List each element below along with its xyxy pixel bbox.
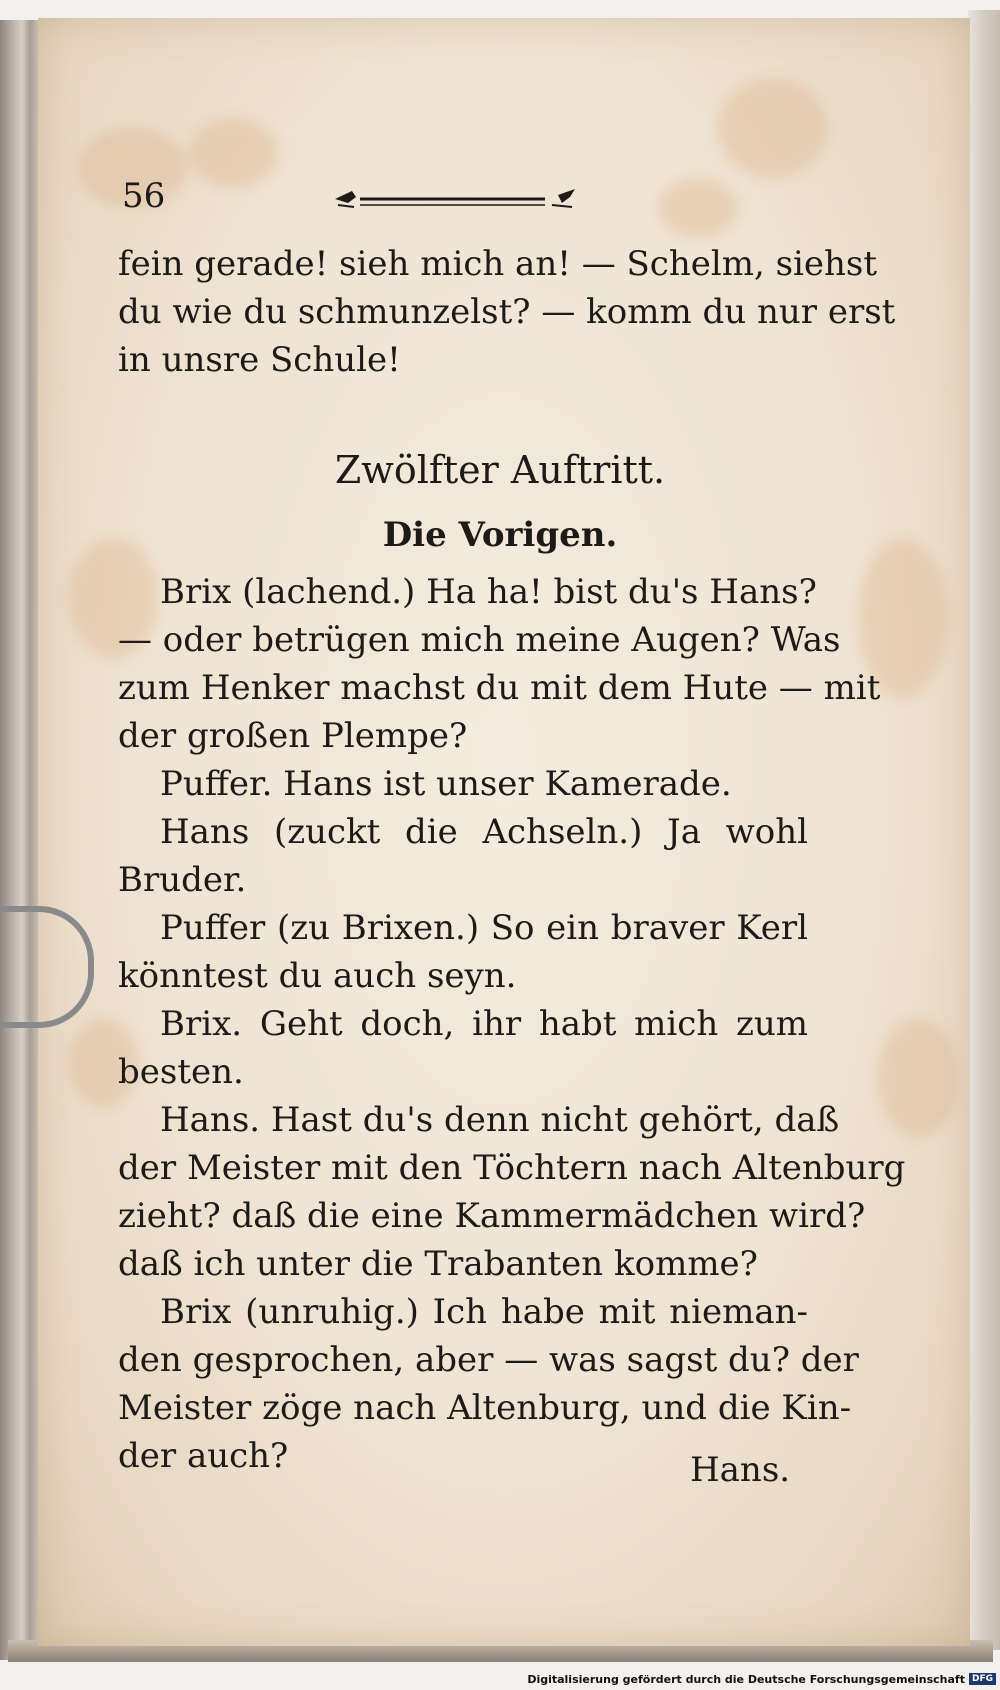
dialogue-line: Puffer (zu Brixen.) So ein braver Kerl [160, 908, 808, 948]
dialogue-line: Bruder. [118, 860, 247, 900]
dialogue-line: der großen Plempe? [118, 716, 468, 756]
header-ornament [330, 183, 580, 213]
catchword: Hans. [690, 1450, 791, 1490]
foxing-stain [718, 78, 828, 178]
dialogue-line: Hans (zuckt die Achseln.) Ja wohl [160, 812, 808, 852]
dialogue-line: besten. [118, 1052, 244, 1092]
dialogue-line: daß ich unter die Trabanten komme? [118, 1244, 758, 1284]
dialogue-line: könntest du auch seyn. [118, 956, 517, 996]
dialogue-line: den gesprochen, aber — was sagst du? der [118, 1340, 859, 1380]
foxing-stain [188, 118, 278, 188]
dialogue-line: zieht? daß die eine Kammermädchen wird? [118, 1196, 866, 1236]
scene-characters: Die Vorigen. [382, 515, 618, 555]
paragraph-continued [118, 240, 896, 384]
dialogue-line: Brix (unruhig.) Ich habe mit nieman- [160, 1292, 808, 1332]
foxing-stain [658, 178, 738, 238]
dialogue-line: Hans. Hast du's denn nicht gehört, daß [160, 1100, 840, 1140]
dialogue-line: zum Henker machst du mit dem Hute — mit [118, 668, 881, 708]
dfg-logo-icon: DFG [969, 1673, 996, 1685]
dialogue-line: Meister zöge nach Altenburg, und die Kin- [118, 1388, 852, 1428]
digitization-footer [527, 1670, 996, 1688]
scene-title: Zwölfter Auftritt. [334, 448, 666, 492]
next-page-edge [968, 10, 1000, 1650]
dialogue-line: — oder betrügen mich meine Augen? Was [118, 620, 841, 660]
paper-clip [0, 906, 94, 1028]
text-line: du wie du schmunzelst? — komm du nur erst [118, 292, 896, 332]
text-line: fein gerade! sieh mich an! — Schelm, siehst [118, 244, 878, 284]
dialogue-line: Brix (lachend.) Ha ha! bist du's Hans? [160, 572, 817, 612]
dialogue-line: Brix. Geht doch, ihr habt mich zum [160, 1004, 808, 1044]
dialogue-block [118, 568, 906, 1480]
footer-text: Digitalisierung gefördert durch die Deutsche Forschungsgemeinschaft [527, 1672, 965, 1686]
page-number: 56 [122, 176, 166, 216]
dialogue-line: der auch? [118, 1436, 289, 1476]
book-spine-edge [0, 20, 40, 1660]
dialogue-line: der Meister mit den Töchtern nach Altenburg [118, 1148, 906, 1188]
dialogue-line: Puffer. Hans ist unser Kamerade. [160, 764, 732, 804]
text-line: in unsre Schule! [118, 340, 401, 380]
foxing-stain [878, 1018, 958, 1138]
